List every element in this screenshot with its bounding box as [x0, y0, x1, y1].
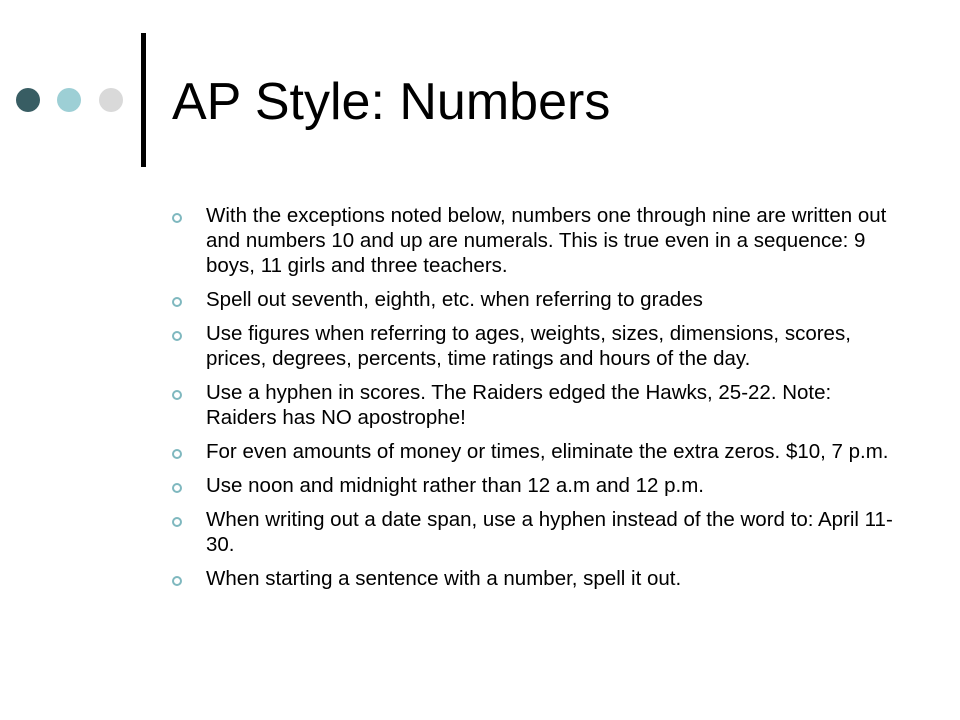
bullet-item: [166, 507, 896, 557]
bullet-text: Use figures when referring to ages, weights, sizes, dimensions, scores, prices, degrees, percents, time ratings and hours of the day.: [206, 322, 851, 370]
bullet-text: With the exceptions noted below, numbers one through nine are written out and numbers 10 and up are numerals. This is true even in a sequence: 9 boys, 11 girls and three teachers.: [206, 204, 887, 277]
gray-dot-icon: [99, 88, 123, 112]
bullet-text: Use noon and midnight rather than 12 a.m and 12 p.m.: [206, 474, 705, 497]
circle-bullet-icon: [171, 482, 183, 494]
slide-title: AP Style: Numbers: [172, 73, 611, 131]
bullet-list: [166, 203, 896, 600]
bullet-text: When starting a sentence with a number, spell it out.: [206, 567, 682, 590]
bullet-text: When writing out a date span, use a hyphen instead of the word to: April 11-30.: [206, 508, 893, 556]
bullet-text: For even amounts of money or times, eliminate the extra zeros. $10, 7 p.m.: [206, 440, 889, 463]
bullet-item: [166, 287, 896, 312]
light-teal-dot-icon: [57, 88, 81, 112]
bullet-item: [166, 380, 896, 430]
circle-bullet-icon: [171, 330, 183, 342]
circle-bullet-icon: [171, 516, 183, 528]
circle-bullet-icon: [171, 575, 183, 587]
circle-bullet-icon: [171, 212, 183, 224]
bullet-item: [166, 439, 896, 464]
bullet-item: [166, 473, 896, 498]
circle-bullet-icon: [171, 296, 183, 308]
bullet-text: Use a hyphen in scores. The Raiders edged the Hawks, 25-22. Note: Raiders has NO apostrophe!: [206, 381, 832, 429]
bullet-text: Spell out seventh, eighth, etc. when referring to grades: [206, 288, 703, 311]
dark-teal-dot-icon: [16, 88, 40, 112]
decorative-dots: [16, 88, 124, 114]
bullet-item: [166, 203, 896, 278]
bullet-item: [166, 566, 896, 591]
circle-bullet-icon: [171, 389, 183, 401]
title-divider-line: [141, 33, 146, 167]
bullet-item: [166, 321, 896, 371]
circle-bullet-icon: [171, 448, 183, 460]
